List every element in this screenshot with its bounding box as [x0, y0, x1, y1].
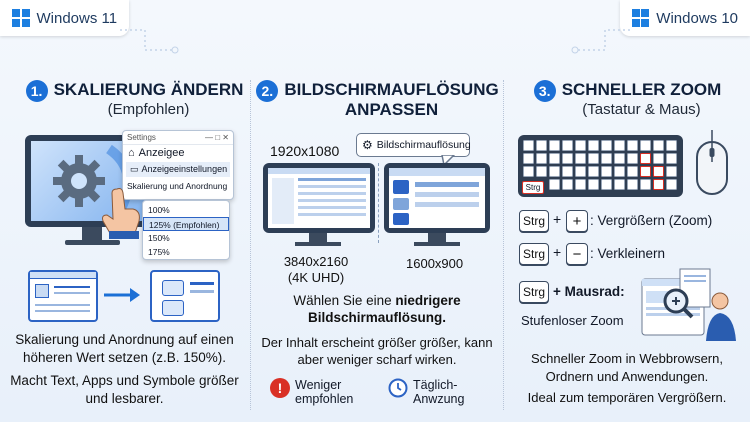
res-right-label: 1600x900 [406, 256, 464, 271]
section-zoom [515, 80, 740, 119]
arrow-right-icon [102, 285, 142, 305]
keyboard-key [549, 140, 560, 151]
keyboard-key [536, 153, 547, 164]
decorative-circuit-icon [570, 20, 630, 60]
section1-subtitle: (Empfohlen) [107, 101, 190, 118]
monitor-1600 [384, 163, 490, 233]
section1-description: Skalierung und Anordnung auf einen höheren Wert setzen (z.B. 150%). [15, 332, 234, 365]
section3-ideal: Ideal zum temporären Vergrößern. [527, 390, 727, 405]
windows-10-logo-badge [620, 0, 750, 36]
strg-key-zoom-out: Strg [519, 243, 549, 265]
keyboard-key [627, 153, 638, 164]
callout-label: Bildschirmauflösung [376, 139, 471, 151]
keyboard-key [601, 153, 612, 164]
res-left-line1: 3840x2160 [283, 254, 349, 269]
keyboard-key [640, 140, 651, 151]
keyboard-key [614, 140, 625, 151]
keyboard-key [653, 153, 664, 164]
nav-display-settings-label: Anzeigeeinstellungen [141, 164, 228, 174]
scaling-option[interactable]: 175% [148, 246, 170, 257]
pointing-hand-icon [95, 185, 145, 240]
monitor-base [414, 242, 460, 246]
windows-11-label: Windows 11 [36, 9, 118, 27]
warning-icon: ! [270, 378, 290, 398]
keyboard-key [588, 140, 599, 151]
keyboard-key [575, 166, 586, 177]
settings-title: Settings [127, 133, 156, 142]
windows-logo-icon [632, 9, 650, 27]
keyboard-key [562, 179, 573, 190]
windows-logo-icon [12, 9, 30, 27]
decorative-circuit-icon [120, 20, 180, 60]
scaling-option[interactable]: 150% [148, 232, 170, 243]
plus-key: + [566, 210, 588, 232]
windows-10-label: Windows 10 [656, 9, 738, 27]
keyboard-key [601, 179, 612, 190]
magnifier-document-icon [640, 265, 740, 347]
scaling-label: Skalierung und Anordnung [127, 181, 228, 191]
divider-1 [250, 80, 251, 410]
keyboard-key [640, 179, 651, 190]
keyboard-key [614, 179, 625, 190]
monitor-icon: ▭ [130, 164, 139, 174]
keyboard-key [653, 166, 664, 177]
section2-note: Der Inhalt erscheint größer größer, kann aber weniger scharf wirken. [261, 335, 493, 367]
scaling-option[interactable]: 100% [148, 204, 170, 215]
keyboard-key [614, 166, 625, 177]
section3-description: Schneller Zoom in Webbrowsern, Ordnern und Anwendungen. [531, 351, 723, 384]
section1-title: SKALIERUNG ÄNDERN [53, 80, 244, 99]
monitor-separator [378, 163, 379, 243]
keyboard-key [575, 153, 586, 164]
divider-2 [503, 80, 504, 410]
scaling-dropdown[interactable] [142, 200, 230, 260]
keyboard-key [666, 179, 677, 190]
keyboard-key [588, 166, 599, 177]
keyboard-key [549, 179, 560, 190]
strg-key-zoom-in: Strg [519, 210, 549, 232]
wheel-caption: Stufenloser Zoom [521, 313, 624, 328]
small-window-after [150, 270, 220, 322]
keyboard-key [614, 153, 625, 164]
badge-daily-label: Täglich-Anwzung [413, 378, 465, 406]
keyboard-key [666, 153, 677, 164]
keyboard-key [562, 140, 573, 151]
keyboard-key [588, 153, 599, 164]
plus-sign: + [553, 244, 562, 260]
scaling-option[interactable]: 125% (Empfohlen) [143, 217, 229, 231]
keyboard-key [523, 140, 534, 151]
section-resolution [260, 80, 499, 120]
keyboard-key [536, 140, 547, 151]
section2-title-line1: BILDSCHIRMAUFLÖSUNG [284, 80, 499, 99]
section-scaling [22, 80, 247, 119]
keyboard-key [523, 166, 534, 177]
windows-11-logo-badge [0, 0, 129, 36]
badge-warning-label: Weniger empfohlen [295, 378, 354, 406]
instruction-bold: niedrigere Bildschirmauflösung. [307, 293, 461, 325]
keyboard-key [640, 166, 651, 177]
step-number-2: 2. [256, 80, 278, 102]
nav-display[interactable] [123, 145, 233, 161]
keyboard-key [562, 153, 573, 164]
keyboard-key [666, 140, 677, 151]
section3-subtitle: (Tastatur & Maus) [582, 101, 701, 118]
keyboard-key [653, 179, 664, 190]
keyboard-key [575, 179, 586, 190]
keyboard [518, 135, 683, 197]
minus-key: − [566, 243, 588, 265]
keyboard-key [666, 166, 677, 177]
keyboard-key [653, 140, 664, 151]
clock-icon [388, 378, 408, 398]
keyboard-key [562, 166, 573, 177]
small-window-before [28, 270, 98, 322]
plus-sign: + [553, 211, 562, 227]
monitor-base [295, 242, 341, 246]
badge-warning [270, 378, 365, 406]
res-top-label: 1920x1080 [270, 143, 340, 159]
res-left-label [281, 254, 351, 286]
strg-key-wheel: Strg [519, 281, 549, 303]
res-left-line2: (4K UHD) [287, 270, 345, 285]
keyboard-key [588, 179, 599, 190]
section1-benefit: Macht Text, Apps und Symbole größer und lesbarer. [10, 373, 239, 406]
resolution-callout [356, 133, 470, 157]
keyboard-key [640, 153, 651, 164]
home-icon: ⌂ [128, 147, 135, 159]
monitor-1600-screen [389, 168, 485, 228]
keyboard-key [627, 140, 638, 151]
mouse-icon [692, 128, 732, 200]
section2-title-line2: ANPASSEN [344, 100, 439, 119]
zoom-in-label: : Vergrößern (Zoom) [590, 213, 713, 228]
window-controls-icon: — □ ✕ [205, 133, 229, 142]
section2-instruction [258, 292, 496, 326]
keyboard-key [601, 166, 612, 177]
keyboard-key [549, 166, 560, 177]
keyboard-key [601, 140, 612, 151]
monitor-4k-screen [268, 168, 370, 228]
nav-display-settings[interactable] [126, 162, 230, 177]
keyboard-key [575, 140, 586, 151]
keyboard-key [523, 153, 534, 164]
zoom-out-label: : Verkleinern [590, 246, 666, 261]
keyboard-key [549, 153, 560, 164]
keyboard-strg-key: Strg [522, 181, 544, 194]
monitor-4k [263, 163, 375, 233]
wheel-label: + Mausrad: [553, 284, 625, 299]
step-number-1: 1. [26, 80, 48, 102]
step-number-3: 3. [534, 80, 556, 102]
nav-display-label: Anzeigee [138, 147, 185, 159]
section3-title: SCHNELLER ZOOM [561, 80, 722, 99]
badge-daily [388, 378, 473, 406]
monitor-base [65, 240, 120, 245]
keyboard-key [536, 166, 547, 177]
keyboard-key [627, 166, 638, 177]
instruction-prefix: Wählen Sie eine [293, 293, 396, 308]
gear-icon: ⚙ [362, 138, 373, 152]
keyboard-key [627, 179, 638, 190]
